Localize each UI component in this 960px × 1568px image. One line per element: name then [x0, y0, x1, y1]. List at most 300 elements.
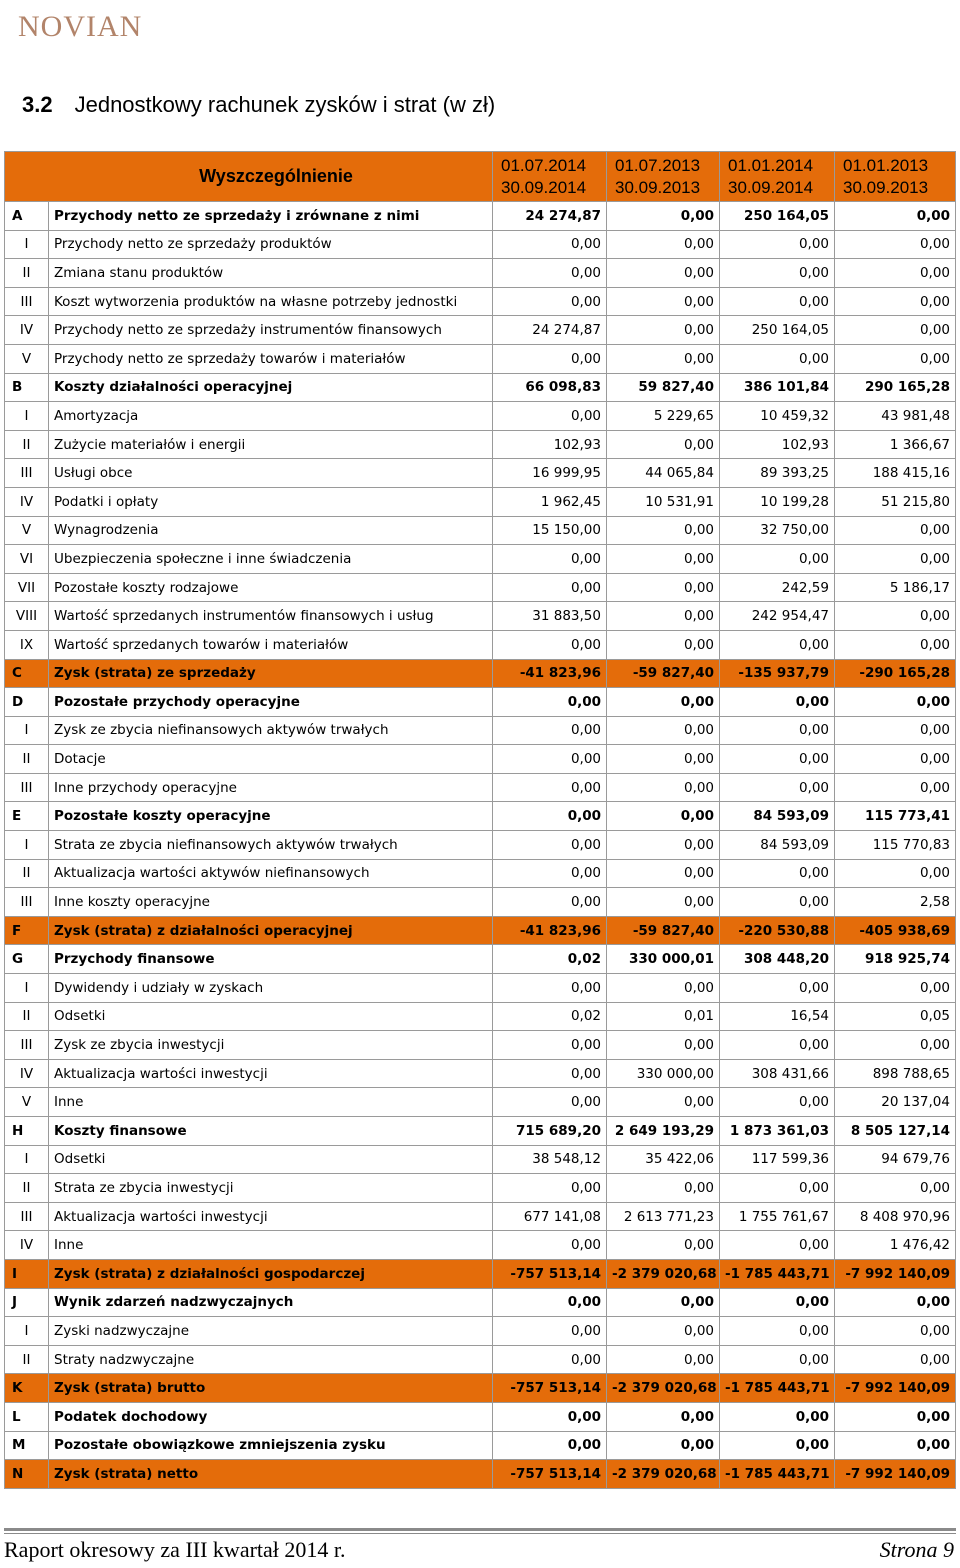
table-row	[5, 202, 956, 231]
row-value: -2 379 020,68	[607, 1259, 720, 1288]
row-value: 0,00	[607, 1088, 720, 1117]
row-value: 0,00	[835, 1317, 956, 1346]
row-value: 250 164,05	[720, 202, 835, 231]
row-code: I	[5, 1145, 49, 1174]
row-value: 188 415,16	[835, 459, 956, 488]
row-value: 0,00	[493, 1402, 607, 1431]
row-label: Pozostałe obowiązkowe zmniejszenia zysku	[49, 1431, 493, 1460]
row-label: Aktualizacja wartości aktywów niefinansowych	[49, 859, 493, 888]
table-row	[5, 1259, 956, 1288]
table-row	[5, 859, 956, 888]
row-value: 0,00	[835, 1431, 956, 1460]
period-end: 30.09.2013	[615, 177, 701, 197]
row-value: 10 199,28	[720, 487, 835, 516]
row-label: Aktualizacja wartości inwestycji	[49, 1059, 493, 1088]
row-value: 0,00	[493, 1059, 607, 1088]
table-row	[5, 230, 956, 259]
row-value: 0,00	[493, 716, 607, 745]
row-label: Podatek dochodowy	[49, 1402, 493, 1431]
row-code: G	[5, 945, 49, 974]
row-code: B	[5, 373, 49, 402]
row-code: I	[5, 974, 49, 1003]
row-value: 1 476,42	[835, 1231, 956, 1260]
table-row	[5, 773, 956, 802]
row-value: 51 215,80	[835, 487, 956, 516]
row-value: 0,00	[720, 716, 835, 745]
row-code: III	[5, 287, 49, 316]
row-value: 0,00	[835, 344, 956, 373]
row-code: V	[5, 516, 49, 545]
row-label: Zysk (strata) z działalności gospodarczej	[49, 1259, 493, 1288]
row-label: Przychody netto ze sprzedaży instrumentów finansowych	[49, 316, 493, 345]
row-value: -41 823,96	[493, 916, 607, 945]
row-value: 0,00	[835, 688, 956, 717]
row-label: Wartość sprzedanych towarów i materiałów	[49, 630, 493, 659]
row-value: 89 393,25	[720, 459, 835, 488]
row-value: 0,00	[835, 1174, 956, 1203]
row-value: -1 785 443,71	[720, 1374, 835, 1403]
table-row	[5, 1031, 956, 1060]
table-row	[5, 630, 956, 659]
period-end: 30.09.2014	[501, 177, 587, 197]
row-code: M	[5, 1431, 49, 1460]
row-code: H	[5, 1117, 49, 1146]
row-label: Strata ze zbycia inwestycji	[49, 1174, 493, 1203]
row-value: 10 531,91	[607, 487, 720, 516]
row-label: Wartość sprzedanych instrumentów finansowych i usług	[49, 602, 493, 631]
row-label: Dywidendy i udziały w zyskach	[49, 974, 493, 1003]
row-value: 0,00	[493, 688, 607, 717]
row-label: Pozostałe koszty rodzajowe	[49, 573, 493, 602]
row-value: 0,00	[835, 1402, 956, 1431]
table-row	[5, 802, 956, 831]
row-value: 0,05	[835, 1002, 956, 1031]
table-row	[5, 602, 956, 631]
row-label: Inne	[49, 1088, 493, 1117]
row-label: Koszt wytworzenia produktów na własne potrzeby jednostki	[49, 287, 493, 316]
row-value: 0,00	[607, 1231, 720, 1260]
row-code: II	[5, 859, 49, 888]
row-code: V	[5, 1088, 49, 1117]
row-code: D	[5, 688, 49, 717]
row-value: 0,00	[607, 287, 720, 316]
row-value: -7 992 140,09	[835, 1374, 956, 1403]
row-value: 38 548,12	[493, 1145, 607, 1174]
row-value: 0,00	[720, 1431, 835, 1460]
row-code: I	[5, 1259, 49, 1288]
table-row	[5, 1145, 956, 1174]
row-value: 0,00	[607, 1431, 720, 1460]
row-value: 0,00	[493, 745, 607, 774]
row-value: 0,00	[493, 773, 607, 802]
row-value: -59 827,40	[607, 659, 720, 688]
row-value: 16,54	[720, 1002, 835, 1031]
row-label: Zysk (strata) ze sprzedaży	[49, 659, 493, 688]
row-label: Pozostałe przychody operacyjne	[49, 688, 493, 717]
row-value: 5 186,17	[835, 573, 956, 602]
row-code: II	[5, 1002, 49, 1031]
row-value: -7 992 140,09	[835, 1259, 956, 1288]
table-row	[5, 916, 956, 945]
row-value: 0,00	[607, 1317, 720, 1346]
row-value: 2 613 771,23	[607, 1202, 720, 1231]
table-row	[5, 974, 956, 1003]
row-value: 0,00	[607, 716, 720, 745]
row-code: L	[5, 1402, 49, 1431]
row-value: 0,00	[720, 745, 835, 774]
row-code: IX	[5, 630, 49, 659]
row-value: 0,00	[493, 1088, 607, 1117]
income-statement-table	[4, 151, 956, 1489]
row-value: 0,00	[607, 831, 720, 860]
row-value: 102,93	[493, 430, 607, 459]
row-code: F	[5, 916, 49, 945]
row-code: III	[5, 1031, 49, 1060]
row-value: 0,00	[835, 773, 956, 802]
row-label: Amortyzacja	[49, 402, 493, 431]
row-value: 0,00	[607, 745, 720, 774]
row-value: 43 981,48	[835, 402, 956, 431]
period-start: 01.07.2013	[615, 155, 701, 175]
row-label: Przychody netto ze sprzedaży produktów	[49, 230, 493, 259]
row-value: 0,00	[607, 859, 720, 888]
row-code: VIII	[5, 602, 49, 631]
row-value: 115 773,41	[835, 802, 956, 831]
row-value: 0,00	[493, 259, 607, 288]
table-row	[5, 1088, 956, 1117]
row-value: 0,00	[607, 602, 720, 631]
row-code: II	[5, 430, 49, 459]
row-value: 0,00	[493, 630, 607, 659]
row-value: 0,00	[607, 516, 720, 545]
row-label: Koszty działalności operacyjnej	[49, 373, 493, 402]
period-start: 01.01.2014	[728, 155, 814, 175]
header-period-3	[720, 152, 835, 202]
row-value: 308 431,66	[720, 1059, 835, 1088]
row-value: 0,00	[607, 802, 720, 831]
row-label: Koszty finansowe	[49, 1117, 493, 1146]
row-label: Zysk (strata) z działalności operacyjnej	[49, 916, 493, 945]
row-code: II	[5, 1345, 49, 1374]
row-code: III	[5, 459, 49, 488]
row-value: 0,02	[493, 1002, 607, 1031]
row-value: 0,00	[720, 630, 835, 659]
row-value: 0,00	[835, 974, 956, 1003]
row-value: 0,00	[607, 1288, 720, 1317]
row-code: IV	[5, 1231, 49, 1260]
row-code: II	[5, 259, 49, 288]
table-row	[5, 1059, 956, 1088]
row-value: 0,00	[835, 745, 956, 774]
row-code: III	[5, 773, 49, 802]
table-row	[5, 573, 956, 602]
row-code: VII	[5, 573, 49, 602]
footer-page-number: Strona 9	[879, 1537, 954, 1562]
row-value: -757 513,14	[493, 1259, 607, 1288]
table-row	[5, 688, 956, 717]
row-code: I	[5, 716, 49, 745]
table-row	[5, 316, 956, 345]
table-row	[5, 402, 956, 431]
row-value: 330 000,01	[607, 945, 720, 974]
period-end: 30.09.2014	[728, 177, 814, 197]
row-value: 66 098,83	[493, 373, 607, 402]
table-header-row	[5, 152, 956, 202]
row-value: 0,00	[607, 630, 720, 659]
row-value: 0,00	[720, 1288, 835, 1317]
row-value: -7 992 140,09	[835, 1460, 956, 1489]
row-value: -59 827,40	[607, 916, 720, 945]
row-label: Strata ze zbycia niefinansowych aktywów trwałych	[49, 831, 493, 860]
row-value: 386 101,84	[720, 373, 835, 402]
row-value: 677 141,08	[493, 1202, 607, 1231]
row-label: Inne przychody operacyjne	[49, 773, 493, 802]
row-value: 0,00	[720, 1402, 835, 1431]
row-value: 0,00	[607, 430, 720, 459]
row-value: 0,00	[835, 202, 956, 231]
row-value: 0,00	[835, 716, 956, 745]
row-value: 0,00	[493, 1345, 607, 1374]
row-code: I	[5, 831, 49, 860]
row-value: 0,00	[493, 831, 607, 860]
row-value: 0,00	[835, 1345, 956, 1374]
row-value: -135 937,79	[720, 659, 835, 688]
row-label: Przychody netto ze sprzedaży towarów i materiałów	[49, 344, 493, 373]
table-row	[5, 1202, 956, 1231]
row-value: 0,00	[607, 316, 720, 345]
table-row	[5, 1402, 956, 1431]
table-row	[5, 716, 956, 745]
table-row	[5, 516, 956, 545]
row-value: 0,00	[835, 1031, 956, 1060]
table-row	[5, 430, 956, 459]
row-value: 32 750,00	[720, 516, 835, 545]
row-value: -290 165,28	[835, 659, 956, 688]
row-label: Inne koszty operacyjne	[49, 888, 493, 917]
row-value: 0,00	[720, 974, 835, 1003]
row-label: Inne	[49, 1231, 493, 1260]
row-value: -2 379 020,68	[607, 1460, 720, 1489]
row-value: 0,00	[493, 344, 607, 373]
row-value: 0,00	[835, 859, 956, 888]
row-value: 0,00	[493, 287, 607, 316]
row-value: 0,00	[835, 259, 956, 288]
row-value: 44 065,84	[607, 459, 720, 488]
row-value: 0,00	[493, 859, 607, 888]
row-code: E	[5, 802, 49, 831]
row-value: 0,00	[835, 287, 956, 316]
row-value: 0,00	[607, 344, 720, 373]
row-label: Zysk ze zbycia inwestycji	[49, 1031, 493, 1060]
row-value: -1 785 443,71	[720, 1259, 835, 1288]
row-value: 1 873 361,03	[720, 1117, 835, 1146]
row-code: I	[5, 402, 49, 431]
section-title: Jednostkowy rachunek zysków i strat (w zł)	[74, 92, 496, 117]
row-value: 0,00	[720, 859, 835, 888]
period-end: 30.09.2013	[843, 177, 929, 197]
row-label: Usługi obce	[49, 459, 493, 488]
row-value: 0,00	[720, 888, 835, 917]
page-title	[22, 92, 495, 118]
table-row	[5, 259, 956, 288]
period-start: 01.01.2013	[843, 155, 929, 175]
table-row	[5, 1345, 956, 1374]
header-period-4	[835, 152, 956, 202]
row-value: -2 379 020,68	[607, 1374, 720, 1403]
row-value: 24 274,87	[493, 316, 607, 345]
row-value: 0,00	[607, 1345, 720, 1374]
row-value: 0,00	[493, 1174, 607, 1203]
table-row	[5, 1002, 956, 1031]
row-value: 0,00	[607, 773, 720, 802]
row-value: 0,00	[835, 630, 956, 659]
row-value: 59 827,40	[607, 373, 720, 402]
row-value: 1 755 761,67	[720, 1202, 835, 1231]
row-value: 0,00	[835, 602, 956, 631]
table-row	[5, 344, 956, 373]
row-value: 0,00	[720, 773, 835, 802]
row-value: 290 165,28	[835, 373, 956, 402]
table-row	[5, 659, 956, 688]
row-value: 898 788,65	[835, 1059, 956, 1088]
table-row	[5, 1431, 956, 1460]
row-value: 0,00	[720, 287, 835, 316]
row-value: 0,01	[607, 1002, 720, 1031]
row-value: 8 408 970,96	[835, 1202, 956, 1231]
row-value: 20 137,04	[835, 1088, 956, 1117]
header-period-1	[493, 152, 607, 202]
row-value: 31 883,50	[493, 602, 607, 631]
row-value: 15 150,00	[493, 516, 607, 545]
row-value: 250 164,05	[720, 316, 835, 345]
row-value: 0,00	[720, 1345, 835, 1374]
row-value: 102,93	[720, 430, 835, 459]
row-value: 84 593,09	[720, 831, 835, 860]
row-value: 0,00	[720, 1088, 835, 1117]
row-value: 242,59	[720, 573, 835, 602]
row-value: 0,00	[607, 1031, 720, 1060]
row-code: A	[5, 202, 49, 231]
row-label: Przychody finansowe	[49, 945, 493, 974]
row-value: 5 229,65	[607, 402, 720, 431]
table-row	[5, 831, 956, 860]
row-value: 0,00	[720, 545, 835, 574]
row-value: 0,00	[720, 259, 835, 288]
table-row	[5, 373, 956, 402]
row-value: 1 962,45	[493, 487, 607, 516]
row-value: 115 770,83	[835, 831, 956, 860]
row-value: 2 649 193,29	[607, 1117, 720, 1146]
table-row	[5, 1117, 956, 1146]
row-value: 24 274,87	[493, 202, 607, 231]
row-code: II	[5, 745, 49, 774]
row-code: J	[5, 1288, 49, 1317]
row-value: 0,00	[835, 316, 956, 345]
table-row	[5, 888, 956, 917]
row-value: -757 513,14	[493, 1374, 607, 1403]
footer-divider	[4, 1528, 956, 1531]
row-value: 0,00	[607, 1174, 720, 1203]
row-code: IV	[5, 487, 49, 516]
header-period-2	[607, 152, 720, 202]
row-label: Pozostałe koszty operacyjne	[49, 802, 493, 831]
company-logo: NOVIAN	[18, 10, 143, 43]
row-value: 16 999,95	[493, 459, 607, 488]
row-label: Straty nadzwyczajne	[49, 1345, 493, 1374]
row-value: 0,00	[720, 1031, 835, 1060]
row-value: -757 513,14	[493, 1460, 607, 1489]
row-value: 0,00	[493, 1431, 607, 1460]
table-row	[5, 1374, 956, 1403]
row-value: 0,00	[493, 1317, 607, 1346]
table-row	[5, 745, 956, 774]
row-value: 242 954,47	[720, 602, 835, 631]
footer-divider-thin	[4, 1533, 956, 1534]
row-code: I	[5, 230, 49, 259]
row-code: III	[5, 1202, 49, 1231]
row-value: 0,00	[493, 1288, 607, 1317]
row-value: 0,00	[835, 545, 956, 574]
row-value: 0,00	[493, 1231, 607, 1260]
row-value: 0,00	[835, 1288, 956, 1317]
table-row	[5, 287, 956, 316]
row-value: 8 505 127,14	[835, 1117, 956, 1146]
row-value: 0,00	[493, 545, 607, 574]
row-code: IV	[5, 316, 49, 345]
row-value: 715 689,20	[493, 1117, 607, 1146]
table-row	[5, 545, 956, 574]
row-label: Zmiana stanu produktów	[49, 259, 493, 288]
row-value: 0,00	[607, 688, 720, 717]
table-row	[5, 459, 956, 488]
section-number: 3.2	[22, 92, 53, 117]
row-code: N	[5, 1460, 49, 1489]
row-label: Wynik zdarzeń nadzwyczajnych	[49, 1288, 493, 1317]
row-code: K	[5, 1374, 49, 1403]
row-label: Dotacje	[49, 745, 493, 774]
row-value: 0,00	[607, 202, 720, 231]
row-label: Zysk (strata) netto	[49, 1460, 493, 1489]
row-value: 0,00	[607, 1402, 720, 1431]
row-label: Podatki i opłaty	[49, 487, 493, 516]
row-value: 0,00	[720, 344, 835, 373]
table-row	[5, 1231, 956, 1260]
row-value: 308 448,20	[720, 945, 835, 974]
row-value: 330 000,00	[607, 1059, 720, 1088]
footer-report-title: Raport okresowy za III kwartał 2014 r.	[4, 1537, 346, 1562]
row-code: IV	[5, 1059, 49, 1088]
row-value: 0,00	[720, 688, 835, 717]
table-row	[5, 1174, 956, 1203]
row-value: 10 459,32	[720, 402, 835, 431]
header-label: Wyszczególnienie	[5, 152, 493, 202]
row-value: 0,00	[493, 573, 607, 602]
row-value: 0,00	[493, 230, 607, 259]
row-value: -41 823,96	[493, 659, 607, 688]
row-value: 0,00	[607, 573, 720, 602]
row-code: I	[5, 1317, 49, 1346]
row-value: 0,00	[607, 888, 720, 917]
table-row	[5, 945, 956, 974]
row-value: 84 593,09	[720, 802, 835, 831]
row-label: Zyski nadzwyczajne	[49, 1317, 493, 1346]
row-code: II	[5, 1174, 49, 1203]
row-value: 0,00	[607, 545, 720, 574]
table-row	[5, 1460, 956, 1489]
row-value: -220 530,88	[720, 916, 835, 945]
row-label: Wynagrodzenia	[49, 516, 493, 545]
row-value: 0,00	[493, 1031, 607, 1060]
